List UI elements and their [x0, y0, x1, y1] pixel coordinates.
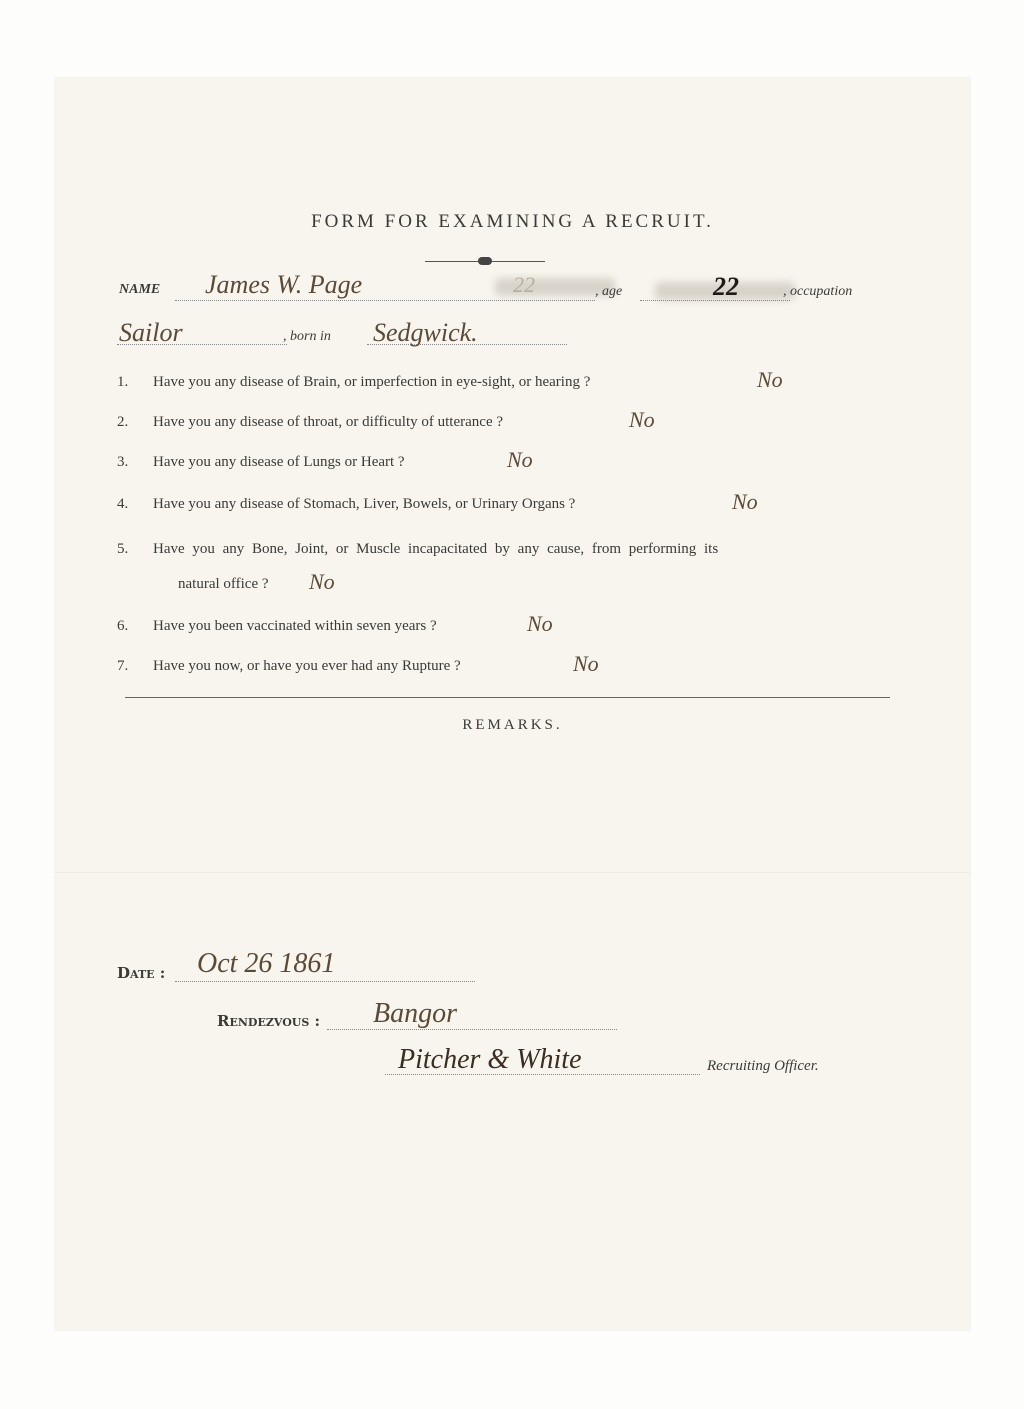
section-divider: [125, 697, 890, 698]
age-value: 22: [713, 272, 739, 301]
date-value: Oct 26 1861: [197, 948, 336, 979]
name-label: NAME: [119, 282, 161, 297]
question-5-answer: No: [309, 569, 335, 594]
remarks-heading: REMARKS.: [462, 717, 563, 733]
born-in-label: , born in: [283, 329, 331, 344]
question-2-number: 2.: [117, 414, 129, 430]
name-extra-value: 22: [513, 272, 535, 297]
occupation-label: , occupation: [783, 284, 853, 299]
rendezvous-label: Rendezvous :: [217, 1012, 321, 1030]
question-5-text: Have you any Bone, Joint, or Muscle incapacitated by any cause, from performing its: [153, 541, 719, 557]
question-6-answer: No: [527, 611, 553, 636]
question-6-text: Have you been vaccinated within seven years ?: [153, 618, 437, 634]
form-title: FORM FOR EXAMINING A RECRUIT.: [311, 211, 714, 232]
born-in-value: Sedgwick.: [373, 318, 478, 347]
question-4-text: Have you any disease of Stomach, Liver, Bowels, or Urinary Organs ?: [153, 496, 576, 512]
form-paper: [55, 78, 970, 1330]
fold-crease: [55, 872, 970, 873]
rendezvous-value: Bangor: [373, 998, 457, 1029]
question-5-text-continued: natural office ?: [178, 576, 269, 592]
question-1-answer: No: [757, 367, 783, 392]
name-value: James W. Page: [205, 270, 363, 299]
question-2-answer: No: [629, 407, 655, 432]
question-4-number: 4.: [117, 496, 129, 512]
recruiting-officer-label: Recruiting Officer.: [707, 1058, 819, 1074]
question-4-answer: No: [732, 489, 758, 514]
officer-signature: Pitcher & White: [398, 1044, 582, 1075]
question-7-number: 7.: [117, 658, 129, 674]
question-3-text: Have you any disease of Lungs or Heart ?: [153, 454, 405, 470]
occupation-value: Sailor: [119, 318, 183, 347]
age-label: , age: [595, 284, 623, 299]
question-1-number: 1.: [117, 374, 129, 390]
question-3-number: 3.: [117, 454, 129, 470]
question-2-text: Have you any disease of throat, or difficulty of utterance ?: [153, 414, 504, 430]
question-3-answer: No: [507, 447, 533, 472]
question-6-number: 6.: [117, 618, 129, 634]
title-ornament-center: [478, 257, 492, 265]
question-7-answer: No: [573, 651, 599, 676]
date-label: Date :: [117, 964, 166, 982]
question-1-text: Have you any disease of Brain, or imperfection in eye-sight, or hearing ?: [153, 374, 591, 390]
question-7-text: Have you now, or have you ever had any Rupture ?: [153, 658, 461, 674]
question-5-number: 5.: [117, 541, 129, 557]
